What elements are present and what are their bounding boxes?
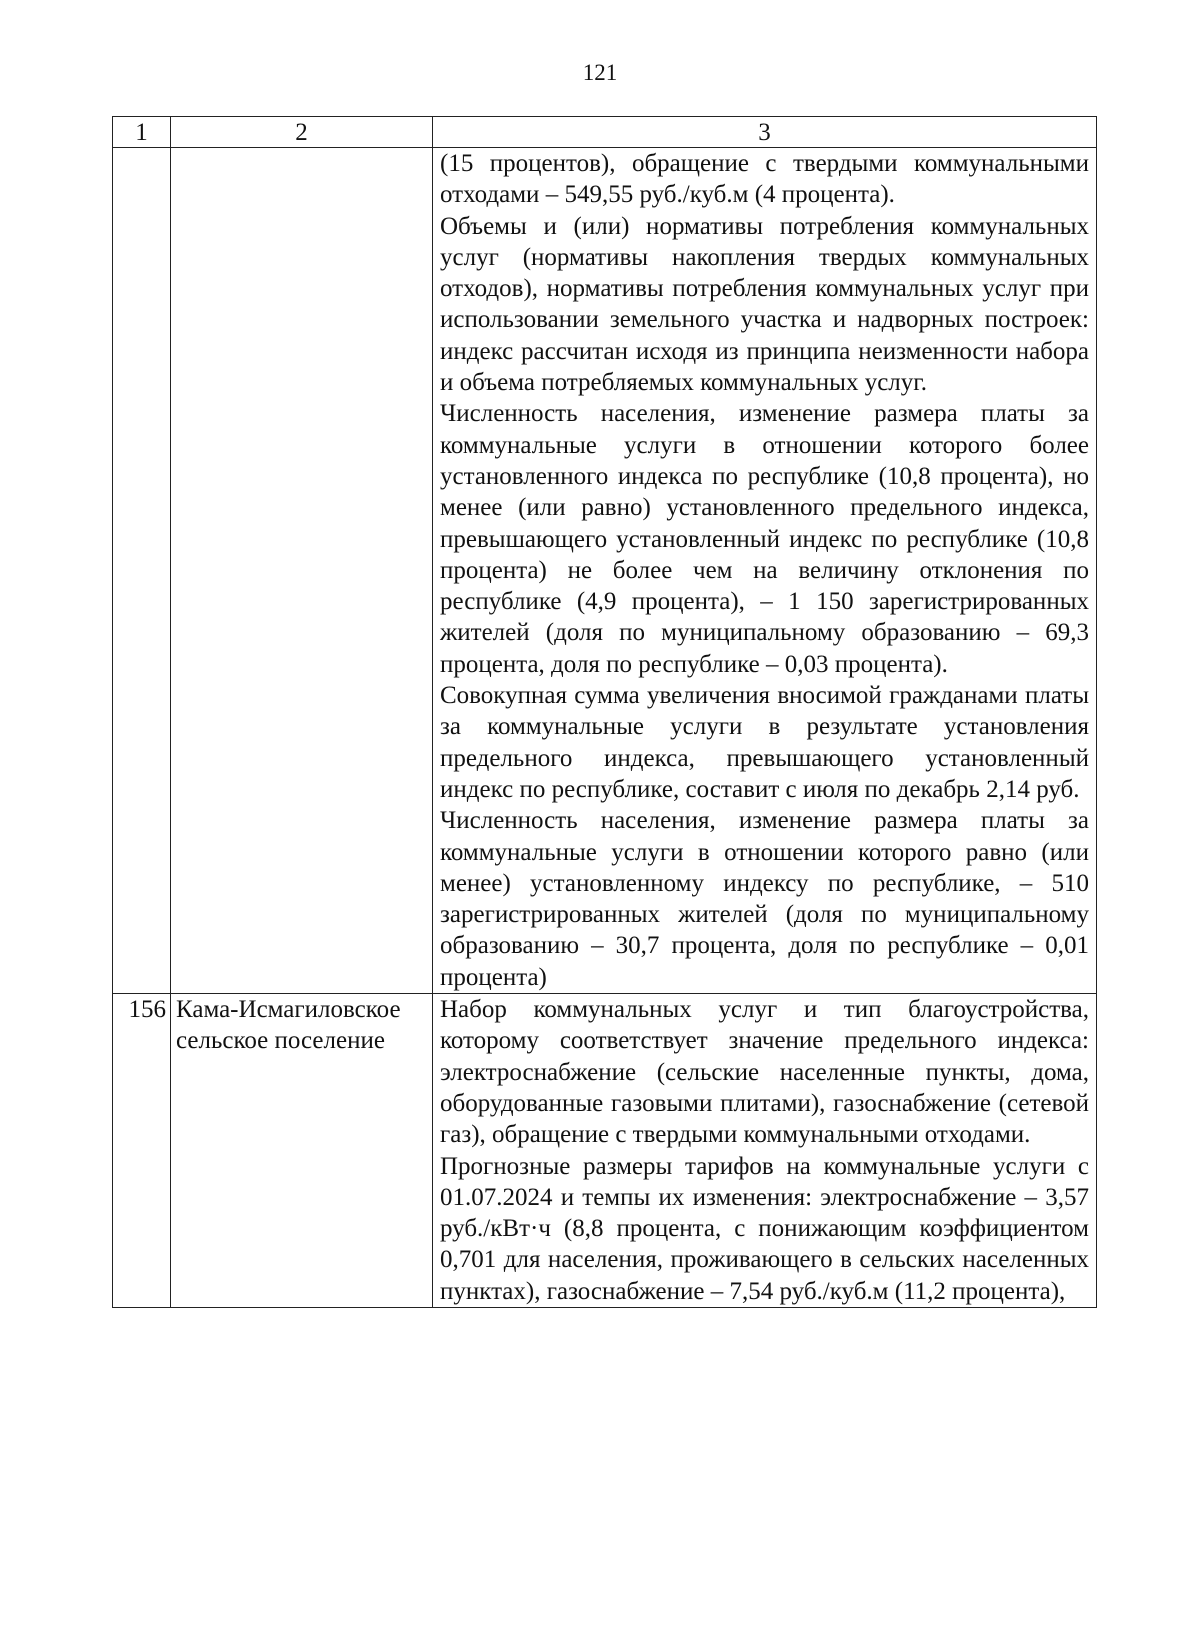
column-header-3: 3 — [433, 117, 1097, 148]
municipality-name: Кама-Исмагиловское сельское поселение — [171, 994, 433, 1308]
column-header-1: 1 — [113, 117, 171, 148]
page-number: 121 — [582, 60, 618, 85]
tariff-table — [112, 116, 1097, 1308]
description-paragraph: Численность населения, изменение размера платы за коммунальные услуги в отношении которого более установленного индекса по республике (10,8 процента), но менее (или равно) установленного предельного индекса, превышающего установленный индекс по республике (10,8 процента) не более чем на величину отклонения по республике (4,9 процента), – 1 150 зарегистрированных жителей (доля по муниципальному образованию – 69,3 процента, доля по республике – 0,03 процента). — [440, 400, 1089, 678]
row-description — [433, 994, 1097, 1308]
description-paragraph: Совокупная сумма увеличения вносимой гражданами платы за коммунальные услуги в результате установления предельного индекса, превышающего установленный индекс по республике, составит с июля по декабрь 2,14 руб. — [440, 682, 1089, 803]
row-description — [433, 148, 1097, 994]
table-row — [113, 148, 1097, 994]
description-paragraph: Набор коммунальных услуг и тип благоустройства, которому соответствует значение предельного индекса: электроснабжение (сельские населенные пункты, дома, оборудованные газовыми плитами), газоснабжение (сетевой газ), обращение с твердыми коммунальными отходами. — [440, 996, 1089, 1149]
row-number: 156 — [113, 994, 171, 1308]
description-paragraph: Объемы и (или) нормативы потребления коммунальных услуг (нормативы накопления твердых коммунальных отходов), нормативы потребления коммунальных услуг при использовании земельного участка и надворных построек: индекс рассчитан исходя из принципа неизменности набора и объема потребляемых коммунальных услуг. — [440, 212, 1089, 397]
description-paragraph: Численность населения, изменение размера платы за коммунальные услуги в отношении которого равно (или менее) установленному индексу по республике, – 510 зарегистрированных жителей (доля по муниципальному образованию – 30,7 процента, доля по республике – 0,01 процента) — [440, 807, 1089, 991]
municipality-name — [171, 148, 433, 994]
description-paragraph: (15 процентов), обращение с твердыми коммунальными отходами – 549,55 руб./куб.м (4 процента). — [440, 150, 1089, 209]
description-paragraph: Прогнозные размеры тарифов на коммунальные услуги с 01.07.2024 и темпы их изменения: электроснабжение – 3,57 руб./кВт·ч (8,8 процента, с понижающим коэффициентом 0,701 для населения, проживающего в сельских населенных пунктах), газоснабжение – 7,54 руб./куб.м (11,2 процента), — [440, 1152, 1089, 1305]
table-row — [113, 994, 1097, 1308]
row-number — [113, 148, 171, 994]
table-header-row — [113, 117, 1097, 148]
column-header-2: 2 — [171, 117, 433, 148]
